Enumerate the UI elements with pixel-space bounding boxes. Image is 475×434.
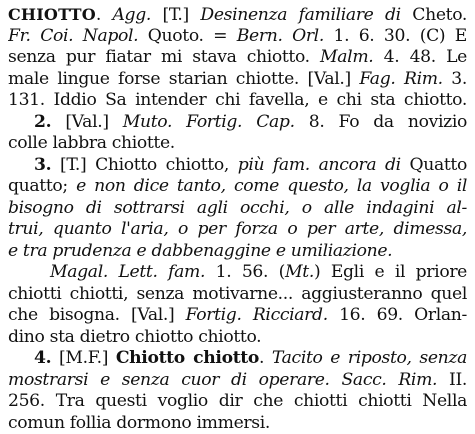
text-run: e tra prudenza e dabbenaggine e umiliazione. [8, 241, 392, 261]
entry-line [8, 26, 467, 48]
text-run: Malm. [320, 47, 373, 67]
text-run: 8. Fo da novizio [295, 112, 467, 132]
text-run: ) Egli e il priore [314, 262, 467, 282]
text-run: 4. [34, 348, 51, 368]
text-run: dino sta dietro chiotto chiotto. [8, 327, 261, 347]
entry-line [8, 370, 467, 392]
text-run: chiotti chiotti, senza motivarne... aggiusteranno quel [8, 284, 467, 304]
entry-line [8, 4, 467, 26]
text-run: [M.F.] [51, 348, 116, 368]
text-run: [T.] Chiotto chiotto, [51, 155, 237, 175]
entry-line [8, 219, 467, 241]
entry-line [8, 90, 467, 112]
entry-line [8, 348, 467, 370]
entry-line [8, 176, 467, 198]
entry-line [8, 327, 467, 349]
entry-line [8, 241, 467, 263]
text-run: [T.] [151, 5, 200, 25]
text-run: . [259, 348, 272, 368]
entry-line [8, 47, 467, 69]
text-run: e non dice tanto, come questo, la voglia o il [76, 176, 467, 196]
entry-line [8, 198, 467, 220]
entry-line [8, 155, 467, 177]
entry-line [8, 262, 467, 284]
text-run: [Val.] [51, 112, 123, 132]
text-run: Desinenza familiare di [200, 5, 400, 25]
text-run: 1. 56. ( [205, 262, 285, 282]
text-run: male lingue forse starian chiotte. [Val.] [8, 69, 359, 89]
text-run: mostrarsi e senza cuor di operare. Sacc. Rim. [8, 370, 437, 390]
text-run: Muto. Fortig. Cap. [123, 112, 295, 132]
text-run: Cheto. [401, 5, 467, 25]
text-run: 16. 69. Orlan- [328, 305, 467, 325]
text-run: Bern. Orl. [237, 26, 324, 46]
text-run: 131. Iddio Sa intender chi favella, e chi sta chiotto. [8, 90, 467, 110]
text-run: Fr. Coi. Napol. [8, 26, 138, 46]
text-run: . [96, 5, 113, 25]
text-run: che bisogna. [Val.] [8, 305, 186, 325]
entry-line [8, 391, 467, 413]
text-run: 3. [34, 155, 51, 175]
entry-line [8, 69, 467, 91]
entry-line [8, 133, 467, 155]
text-run: 2. [34, 112, 51, 132]
text-run: Agg. [112, 5, 150, 25]
entry-line [8, 112, 467, 134]
entry-line [8, 305, 467, 327]
text-run: bisogno di sottrarsi agli occhi, o alle indagini al- [8, 198, 467, 218]
text-run: Fag. Rim. [359, 69, 442, 89]
text-run: Chiotto chiotto [116, 348, 259, 368]
text-run: 3. [443, 69, 467, 89]
text-run: comun follia dormono immersi. [8, 413, 270, 433]
text-run: Mt. [285, 262, 314, 282]
text-run: più fam. ancora di [238, 155, 401, 175]
text-run: Magal. Lett. fam. [50, 262, 205, 282]
text-run: Quatto [401, 155, 467, 175]
text-run: 4. 48. Le [373, 47, 467, 67]
text-run: Tacito e riposto, senza [272, 348, 467, 368]
text-run: Quoto. = [138, 26, 236, 46]
text-run: senza pur fiatar mi stava chiotto. [8, 47, 320, 67]
text-run: Fortig. Ricciard. [186, 305, 328, 325]
text-run: colle labbra chiotte. [8, 133, 175, 153]
text-run: 1. 6. 30. (C) E [324, 26, 467, 46]
text-run: quatto; [8, 176, 76, 196]
text-run: trui, quanto l'aria, o per forza o per arte, dimessa, [8, 219, 467, 239]
text-run: II. [437, 370, 467, 390]
text-run: 256. Tra questi voglio dir che chiotti chiotti Nella [8, 391, 467, 411]
entry-line [8, 284, 467, 306]
text-run: CHIOTTO [8, 5, 96, 24]
